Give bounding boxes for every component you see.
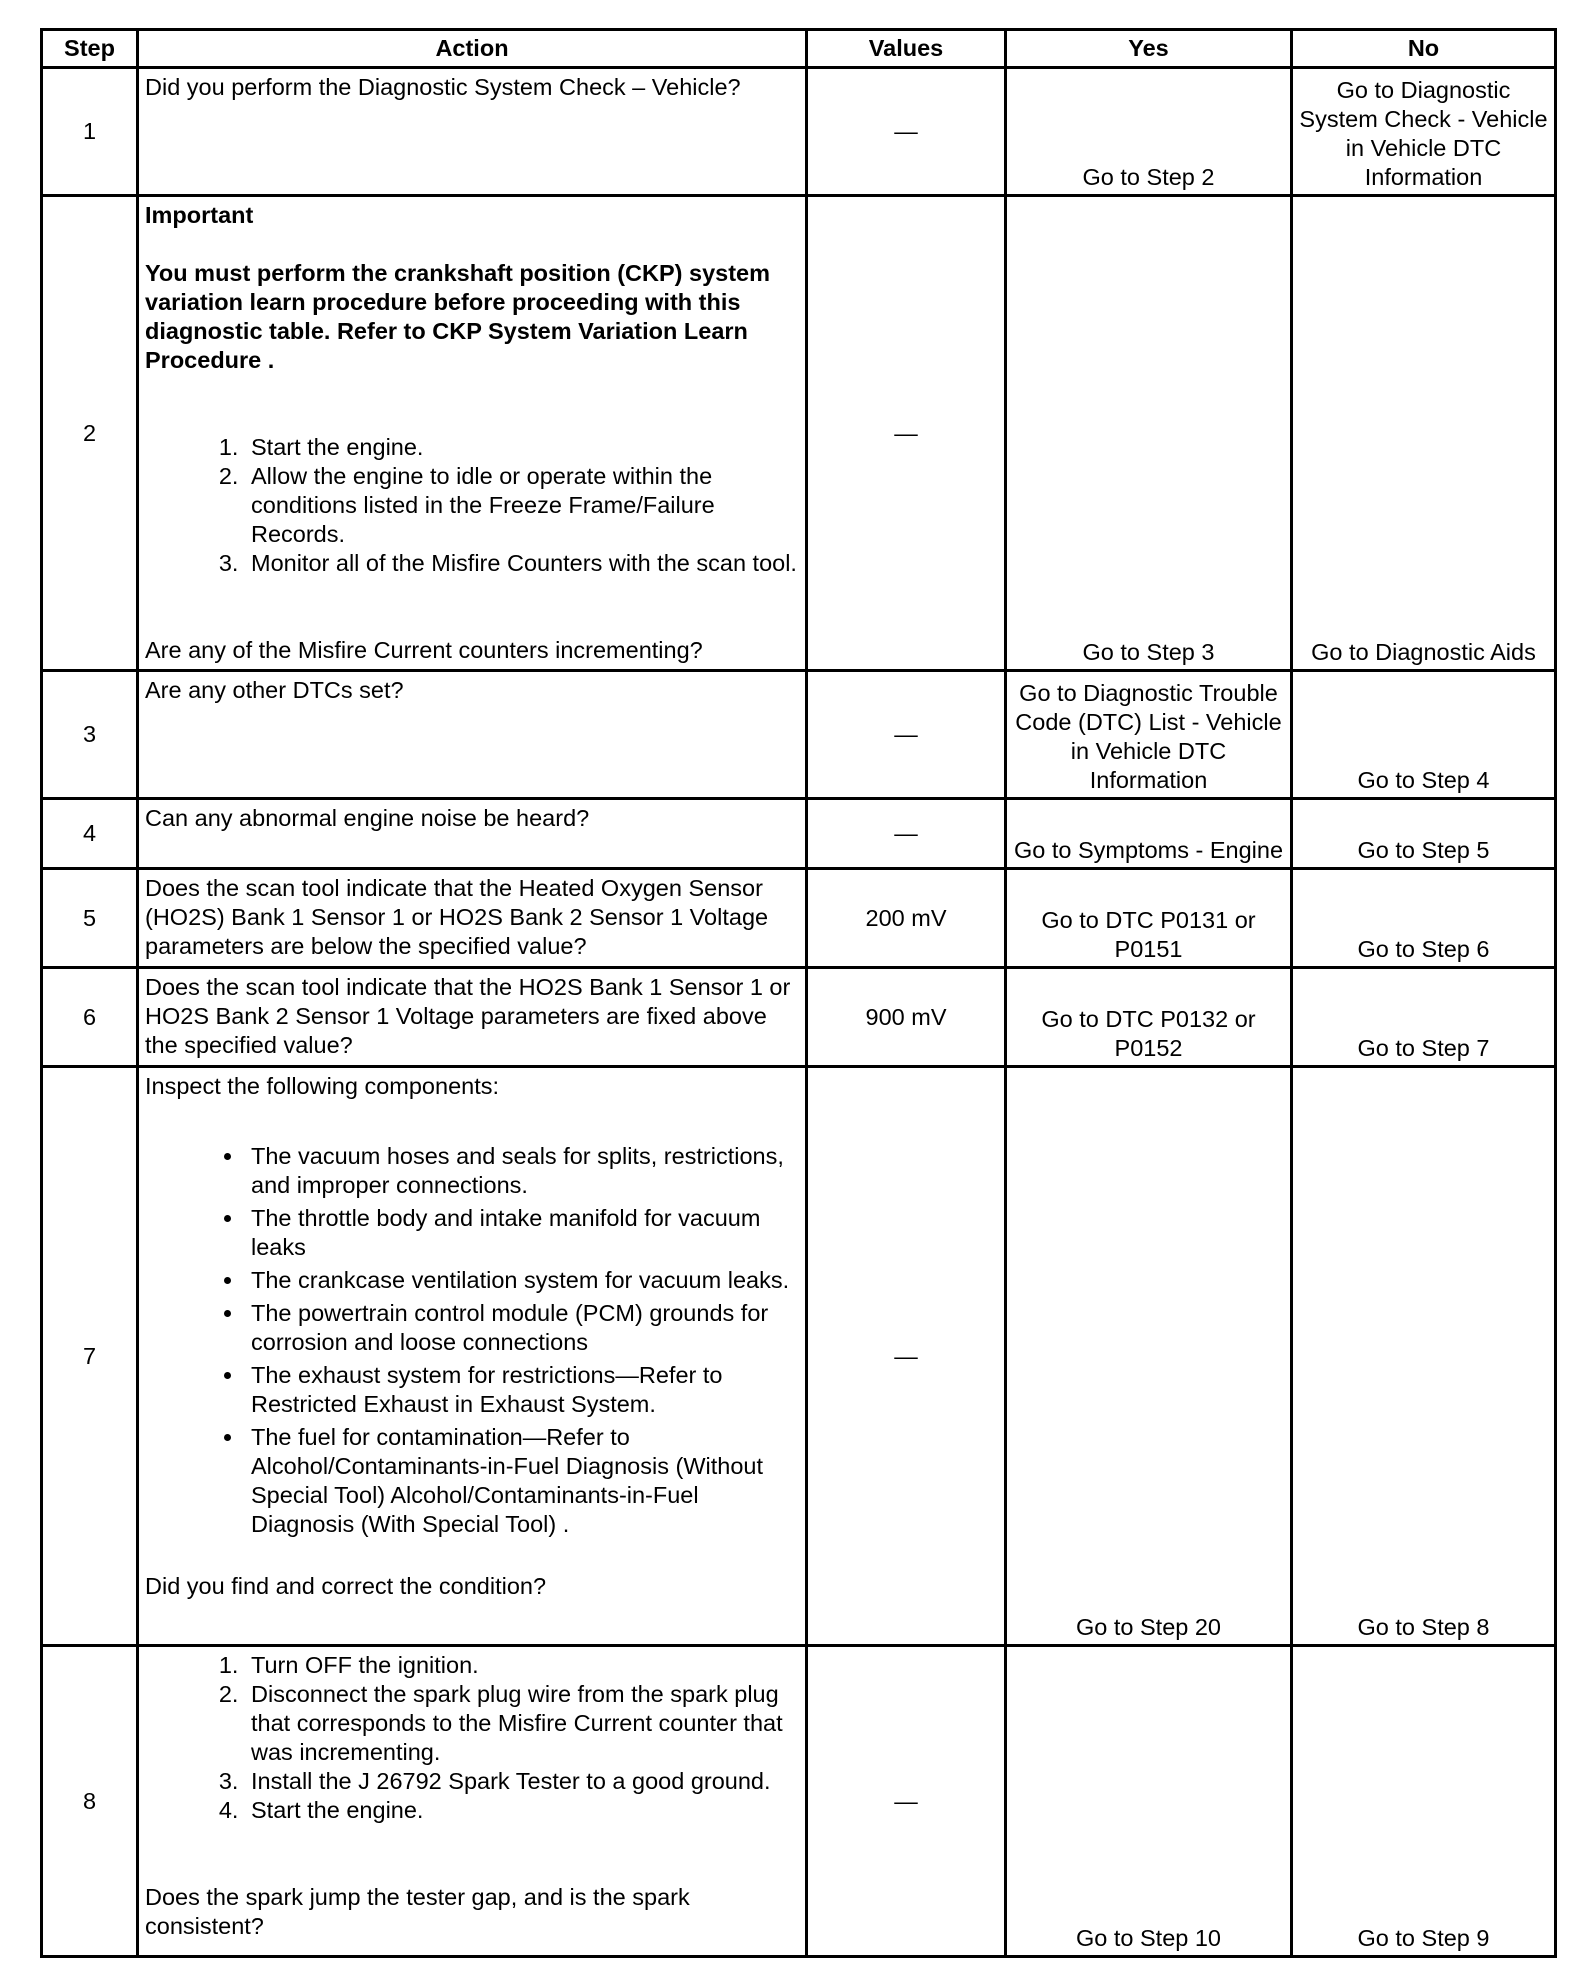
action-cell (138, 68, 807, 196)
action-cell (138, 869, 807, 968)
list-item: • The throttle body and intake manifold for vacuum leaks (245, 1204, 799, 1262)
step-number: 3 (42, 671, 138, 799)
yes-cell: Go to Step 3 (1006, 196, 1292, 671)
yes-cell: Go to DTC P0132 or P0152 (1006, 968, 1292, 1067)
header-no: No (1292, 30, 1556, 68)
list-item: 3. Install the J 26792 Spark Tester to a good ground. (245, 1767, 799, 1796)
step-number: 2 (42, 196, 138, 671)
list-item: 1. Turn OFF the ignition. (245, 1651, 799, 1680)
action-question: Does the spark jump the tester gap, and is the spark consistent? (145, 1884, 690, 1939)
no-cell: Go to Step 9 (1292, 1646, 1556, 1957)
values-cell: — (807, 68, 1006, 196)
header-row (42, 30, 1556, 68)
action-cell (138, 799, 807, 869)
procedure-list (145, 433, 799, 578)
table-row (42, 799, 1556, 869)
list-item: 3. Monitor all of the Misfire Counters with the scan tool. (245, 549, 799, 578)
step-number: 4 (42, 799, 138, 869)
yes-cell: Go to Diagnostic Trouble Code (DTC) List - Vehicle in Vehicle DTC Information (1006, 671, 1292, 799)
list-item: 2. Allow the engine to idle or operate within the conditions listed in the Freeze Frame/Failure Records. (245, 462, 799, 549)
inspection-list (145, 1142, 799, 1539)
header-yes: Yes (1006, 30, 1292, 68)
action-cell (138, 671, 807, 799)
list-item: • The powertrain control module (PCM) grounds for corrosion and loose connections (245, 1299, 799, 1357)
table-row (42, 968, 1556, 1067)
values-cell: — (807, 1646, 1006, 1957)
step-number: 8 (42, 1646, 138, 1957)
list-item: • The vacuum hoses and seals for splits, restrictions, and improper connections. (245, 1142, 799, 1200)
list-item: 4. Start the engine. (245, 1796, 799, 1825)
yes-cell: Go to DTC P0131 or P0151 (1006, 869, 1292, 968)
yes-cell: Go to Step 10 (1006, 1646, 1292, 1957)
values-cell: 900 mV (807, 968, 1006, 1067)
action-question: Can any abnormal engine noise be heard? (145, 805, 590, 831)
important-title: Important (145, 202, 254, 228)
no-cell: Go to Diagnostic System Check - Vehicle in Vehicle DTC Information (1292, 68, 1556, 196)
values-cell: — (807, 196, 1006, 671)
no-cell: Go to Diagnostic Aids (1292, 196, 1556, 671)
header-step: Step (42, 30, 138, 68)
list-item: 1. Start the engine. (245, 433, 799, 462)
values-cell: — (807, 799, 1006, 869)
no-cell: Go to Step 6 (1292, 869, 1556, 968)
action-cell (138, 968, 807, 1067)
values-cell: — (807, 671, 1006, 799)
table-row (42, 671, 1556, 799)
header-action: Action (138, 30, 807, 68)
table-row (42, 68, 1556, 196)
list-item: • The exhaust system for restrictions—Refer to Restricted Exhaust in Exhaust System. (245, 1361, 799, 1419)
list-item: • The fuel for contamination—Refer to Alcohol/Contaminants-in-Fuel Diagnosis (Without Special Tool) Alcohol/Contaminants-in-Fuel Diagnosis (With Special Tool) . (245, 1423, 799, 1539)
step-number: 6 (42, 968, 138, 1067)
action-question: Did you find and correct the condition? (145, 1573, 547, 1599)
no-cell: Go to Step 8 (1292, 1067, 1556, 1646)
no-cell: Go to Step 7 (1292, 968, 1556, 1067)
action-intro: Inspect the following components: (145, 1073, 500, 1099)
step-number: 5 (42, 869, 138, 968)
action-question: Does the scan tool indicate that the Heated Oxygen Sensor (HO2S) Bank 1 Sensor 1 or HO2S Bank 2 Sensor 1 Voltage parameters are below the specified value? (145, 875, 769, 959)
step-number: 7 (42, 1067, 138, 1646)
yes-cell: Go to Step 20 (1006, 1067, 1292, 1646)
action-cell (138, 1646, 807, 1957)
action-cell (138, 196, 807, 671)
table-row (42, 196, 1556, 671)
step-number: 1 (42, 68, 138, 196)
action-question: Did you perform the Diagnostic System Check – Vehicle? (145, 74, 741, 100)
table-row (42, 1067, 1556, 1646)
action-question: Does the scan tool indicate that the HO2S Bank 1 Sensor 1 or HO2S Bank 2 Sensor 1 Voltage parameters are fixed above the specified value? (145, 974, 791, 1058)
list-item: • The crankcase ventilation system for vacuum leaks. (245, 1266, 799, 1295)
important-note: You must perform the crankshaft position (CKP) system variation learn procedure before proceeding with this diagnostic table. Refer to CKP System Variation Learn Procedure . (145, 260, 771, 373)
no-cell: Go to Step 4 (1292, 671, 1556, 799)
values-cell: 200 mV (807, 869, 1006, 968)
values-cell: — (807, 1067, 1006, 1646)
no-cell: Go to Step 5 (1292, 799, 1556, 869)
yes-cell: Go to Symptoms - Engine (1006, 799, 1292, 869)
action-question: Are any of the Misfire Current counters incrementing? (145, 637, 703, 663)
procedure-list (145, 1651, 799, 1825)
table-row (42, 1646, 1556, 1957)
table-row (42, 869, 1556, 968)
yes-cell: Go to Step 2 (1006, 68, 1292, 196)
list-item: 2. Disconnect the spark plug wire from the spark plug that corresponds to the Misfire Current counter that was incrementing. (245, 1680, 799, 1767)
diagnostic-table (40, 28, 1557, 1958)
action-question: Are any other DTCs set? (145, 677, 404, 703)
header-values: Values (807, 30, 1006, 68)
action-cell (138, 1067, 807, 1646)
